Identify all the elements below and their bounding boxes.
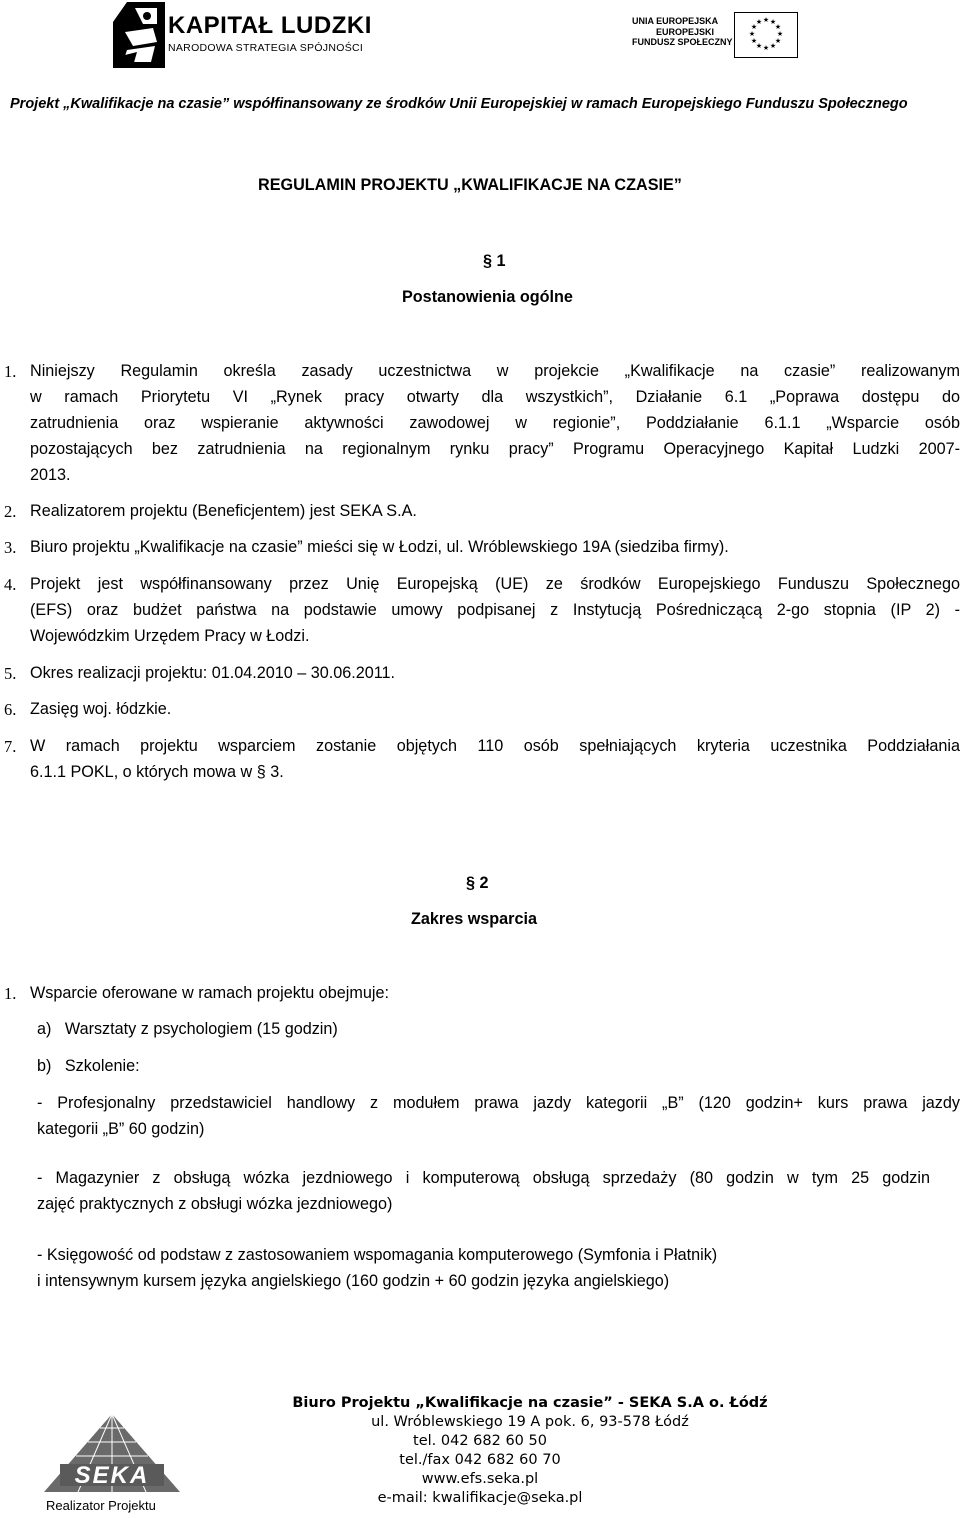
document-title: REGULAMIN PROJEKTU „KWALIFIKACJE NA CZASIE” [258,176,682,194]
support-a: a) Warsztaty z psychologiem (15 godzin) [37,1020,338,1038]
svg-text:★: ★ [755,42,763,50]
item-number: 7. [4,737,17,756]
item2-text: Realizatorem projektu (Beneficjentem) jest SEKA S.A. [30,502,417,520]
footer-www[interactable]: www.efs.seka.pl [421,1471,539,1487]
footer-address: ul. Wróblewskiego 19 A pok. 6, 93-578 Łódź [371,1414,689,1430]
course3-line2: i intensywnym kursem języka angielskiego (160 godzin + 60 godzin języka angielskiego) [37,1272,670,1290]
footer-fax: tel./fax 042 682 60 70 [399,1452,561,1468]
svg-text:★: ★ [776,30,784,38]
seka-logo [42,1412,182,1494]
item5-text: Okres realizacji projektu: 01.04.2010 – 30.06.2011. [30,664,396,682]
eu-flag-icon [734,12,798,58]
item1-line1 [30,362,960,381]
item-number: 1. [4,984,17,1003]
course1-line2: kategorii „B” 60 godzin) [37,1120,205,1138]
item4-line2-text: (EFS) oraz budżet państwa na podstawie umowy podpisanej z Instytucją Pośredniczącą 2-go stopnia (IP 2) - [30,601,960,619]
section2-heading: Zakres wsparcia [411,910,537,928]
item1-line2-text: w ramach Priorytetu VI „Rynek pracy otwarty dla wszystkich”, Działanie 6.1 „Poprawa dostępu do [30,388,960,406]
project-funding-line: Projekt „Kwalifikacje na czasie” współfinansowany ze środków Unii Europejskiej w ramach Europejskiego Funduszu Społecznego [10,96,908,112]
svg-text:★: ★ [769,18,777,26]
item4-line2 [30,601,960,620]
section2-mark: § 2 [466,874,489,892]
eu-line2: EUROPEJSKI [656,26,715,37]
kapital-ludzki-title: KAPITAŁ LUDZKI [168,12,372,39]
item-number: 4. [4,575,17,594]
eu-line3: FUNDUSZ SPOŁECZNY [632,37,733,47]
section1-mark: § 1 [483,252,506,270]
item1-line4 [30,440,960,459]
item-number: 6. [4,700,17,719]
kapital-ludzki-subtitle: NARODOWA STRATEGIA SPÓJNOŚCI [168,42,364,54]
footer-email[interactable]: e-mail: kwalifikacje@seka.pl [377,1490,583,1506]
svg-text:★: ★ [755,18,763,26]
svg-text:★: ★ [762,16,770,24]
item1-line3 [30,414,960,433]
course2-line2: zajęć praktycznych z obsługi wózka jezdniowego) [37,1195,393,1213]
item7-line1-text: W ramach projektu wsparciem zostanie objętych 110 osób spełniających kryteria uczestnika Poddziałania [30,737,960,755]
item1-line2 [30,388,960,407]
section2-item1-text: Wsparcie oferowane w ramach projektu obejmuje: [30,984,389,1002]
section1-heading: Postanowienia ogólne [402,288,573,306]
item-number: 5. [4,664,17,683]
item1-line3-text: zatrudnienia oraz wspieranie aktywności zawodowej w regionie”, Poddziałanie 6.1.1 „Wsparcie osób [30,414,960,432]
item3-text: Biuro projektu „Kwalifikacje na czasie” mieści się w Łodzi, ul. Wróblewskiego 19A (siedziba firmy). [30,538,729,556]
item4-line1 [30,575,960,594]
course1-line1 [37,1094,960,1113]
item6-text: Zasięg woj. łódzkie. [30,700,172,718]
seka-logo-text: SEKA [74,1462,150,1489]
support-b: b) Szkolenie: [37,1057,140,1075]
course1-line1-text: - Profesjonalny przedstawiciel handlowy z modułem prawa jazdy kategorii „B” (120 godzin+ kurs prawa jazdy [37,1094,960,1112]
item7-line1 [30,737,960,756]
footer-office: Biuro Projektu „Kwalifikacje na czasie” - SEKA S.A o. Łódź [292,1395,768,1411]
item1-line4-text: pozostających bez zatrudnienia na regionalnym rynku pracy” Programu Operacyjnego Kapitał Ludzki 2007- [30,440,960,458]
svg-text:★: ★ [750,37,758,45]
item1-line5: 2013. [30,466,71,484]
svg-text:★: ★ [774,23,782,31]
footer-tel: tel. 042 682 60 50 [413,1433,547,1449]
item-number: 3. [4,538,17,557]
svg-text:★: ★ [750,23,758,31]
kapital-ludzki-logo [113,2,372,70]
svg-text:★: ★ [769,42,777,50]
course3-line1: - Księgowość od podstaw z zastosowaniem wspomagania komputerowego (Symfonia i Płatnik) [37,1246,718,1264]
item4-line1-text: Projekt jest współfinansowany przez Unię Europejską (UE) ze środków Europejskiego Funduszu Społecznego [30,575,960,593]
svg-text:★: ★ [762,44,770,52]
course2-line1-text: - Magazynier z obsługą wózka jezdniowego i komputerową obsługą sprzedaży (80 godzin w tym 25 godzin [37,1169,930,1187]
realizator-label: Realizator Projektu [46,1498,156,1513]
item4-line3: Wojewódzkim Urzędem Pracy w Łodzi. [30,627,310,645]
item1-line1-text: Niniejszy Regulamin określa zasady uczestnictwa w projekcie „Kwalifikacje na czasie” realizowanym [30,362,960,380]
svg-text:★: ★ [748,30,756,38]
item-number: 1. [4,362,17,381]
item7-line2: 6.1.1 POKL, o których mowa w § 3. [30,763,284,781]
eu-line1: UNIA EUROPEJSKA [632,16,719,26]
kapital-ludzki-emblem-icon [113,2,165,68]
eu-logo [632,12,798,68]
eu-logo-text [632,16,733,48]
svg-text:★: ★ [774,37,782,45]
course2-line1 [37,1169,930,1188]
item-number: 2. [4,502,17,521]
